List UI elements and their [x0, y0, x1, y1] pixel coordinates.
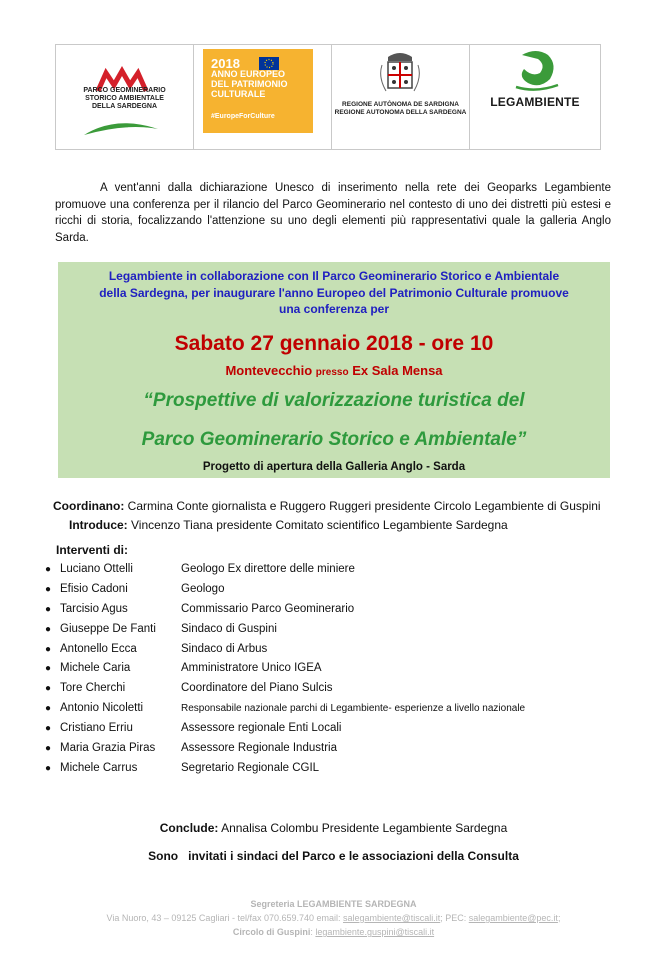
bullet-icon: ● — [45, 683, 52, 695]
speaker-item — [45, 580, 615, 600]
regione-logo-text: REGIONE AUTÒNOMA DE SARDIGNA REGIONE AUTONOMA DELLA SARDEGNA — [334, 101, 467, 116]
footer-circolo: Circolo di Guspini: legambiente.guspini@tiscali.it — [232, 927, 435, 937]
speaker-role: Segretario Regionale CGIL — [181, 761, 320, 774]
bullet-icon: ● — [45, 663, 52, 675]
event-town: Montevecchio — [225, 363, 313, 378]
speaker-name: Tore Cherchi — [60, 682, 126, 695]
legambiente-logo-text: LEGAMBIENTE — [490, 95, 580, 109]
footer-pec-label: ; PEC: — [440, 913, 467, 923]
intro-paragraph: A vent'anni dalla dichiarazione Unesco di inserimento nella rete dei Geoparks Legambiente promuove una conferenza per il rilancio del Parco Geominerario nel contesto di uno dei distretti più estesi e ricchi di storia, focalizzando l'attenzione su uno degli elementi più rappresentativi quale la galleria Anglo Sarda. — [55, 182, 611, 244]
bullet-icon: ● — [45, 583, 52, 595]
speaker-item — [45, 600, 615, 620]
footer-address: Via Nuoro, 43 – 09125 Cagliari - tel/fax 070.659.740 email: — [106, 913, 341, 923]
speaker-name: Cristiano Erriu — [60, 722, 133, 735]
speaker-name: Luciano Ottelli — [60, 563, 133, 575]
speaker-role: Geologo — [181, 582, 225, 595]
event-announcement — [58, 268, 610, 318]
legambiente-swan-icon — [470, 47, 600, 93]
announcement-line: della Sardegna, per inaugurare l'anno Europeo del Patrimonio Culturale promuove — [99, 285, 569, 300]
introduce-text: Vincenzo Tiana presidente Comitato scientifico Legambiente Sardegna — [131, 518, 508, 532]
anno-line: DEL PATRIMONIO — [211, 79, 288, 89]
speaker-item — [45, 699, 615, 719]
footer-head: Segreteria LEGAMBIENTE SARDEGNA — [250, 899, 417, 909]
speaker-name: Tarcisio Agus — [60, 602, 128, 615]
speaker-role: Assessore regionale Enti Locali — [181, 722, 342, 735]
speaker-item — [45, 679, 615, 699]
bullet-icon: ● — [45, 743, 52, 755]
speaker-item — [45, 560, 615, 580]
speaker-role: Assessore Regionale Industria — [181, 742, 337, 755]
speaker-item — [45, 659, 615, 679]
event-date: Sabato 27 gennaio 2018 - ore 10 — [174, 332, 494, 355]
bullet-icon: ● — [45, 603, 52, 615]
regione-sardegna-logo — [332, 45, 470, 149]
speaker-role: Sindaco di Arbus — [181, 642, 268, 655]
speaker-item — [45, 739, 615, 759]
event-venue: Ex Sala Mensa — [352, 363, 443, 378]
speaker-list — [45, 560, 615, 779]
speaker-name: Michele Caria — [60, 662, 131, 675]
speaker-item — [45, 620, 615, 640]
anno-line: CULTURALE — [211, 89, 266, 99]
event-place — [58, 363, 610, 378]
anno-line: ANNO EUROPEO — [211, 69, 286, 79]
speaker-name: Efisio Cadoni — [60, 582, 128, 595]
speaker-name: Michele Carrus — [60, 761, 138, 774]
parco-wave-icon — [56, 117, 193, 141]
speaker-role: Geologo Ex direttore delle miniere — [181, 563, 355, 575]
speaker-name: Antonello Ecca — [60, 642, 137, 655]
coordinano-label: Coordinano: — [53, 499, 125, 513]
conclude-text: Annalisa Colombu Presidente Legambiente Sardegna — [221, 821, 508, 835]
event-place-connector: presso — [315, 367, 349, 378]
speaker-role: Amministratore Unico IGEA — [181, 662, 322, 675]
coordinano-line — [53, 499, 601, 513]
bullet-icon: ● — [45, 703, 52, 715]
footer — [0, 897, 667, 939]
speaker-role: Coordinatore del Piano Sulcis — [181, 682, 333, 695]
event-title-line2: Parco Geominerario Storico e Ambientale” — [141, 429, 527, 450]
footer-email-link[interactable]: salegambiente@tiscali.it — [343, 913, 441, 923]
bullet-icon: ● — [45, 723, 52, 735]
footer-circolo-link[interactable]: legambiente.guspini@tiscali.it — [315, 927, 435, 937]
bullet-icon: ● — [45, 643, 52, 655]
speaker-item — [45, 640, 615, 660]
speaker-item — [45, 759, 615, 779]
footer-end: ; — [557, 913, 561, 923]
event-project: Progetto di apertura della Galleria Anglo - Sarda — [202, 461, 466, 473]
introduce-line — [69, 518, 508, 532]
footer-contacts — [0, 911, 667, 925]
event-box — [58, 262, 610, 478]
logo-header — [55, 44, 601, 150]
anno-europeo-badge — [203, 49, 313, 133]
speaker-item — [45, 719, 615, 739]
announcement-line: una conferenza per — [278, 302, 390, 316]
speaker-name: Maria Grazia Piras — [60, 742, 156, 755]
regione-crest-icon — [332, 47, 469, 99]
bullet-icon: ● — [45, 564, 52, 575]
speaker-name: Giuseppe De Fanti — [60, 622, 156, 635]
footer-pec-link[interactable]: salegambiente@pec.it — [468, 913, 558, 923]
anno-year: 2018 — [211, 56, 240, 71]
parco-logo-text: PARCO GEOMINERARIO STORICO AMBIENTALE DELLA SARDEGNA — [83, 87, 166, 110]
announcement-line: Legambiente in collaborazione con Il Parco Geominerario Storico e Ambientale — [108, 269, 560, 283]
bullet-icon: ● — [45, 762, 52, 774]
conclude-line — [0, 821, 667, 835]
event-title-line1: “Prospettive di valorizzazione turistica del — [143, 390, 525, 411]
invitati-line: Sono invitati i sindaci del Parco e le associazioni della Consulta — [148, 849, 519, 863]
speaker-role: Commissario Parco Geominerario — [181, 602, 355, 615]
coordinano-text: Carmina Conte giornalista e Ruggero Ruggeri presidente Circolo Legambiente di Guspini — [127, 499, 601, 513]
anno-europeo-logo — [194, 45, 332, 149]
speaker-name: Antonio Nicoletti — [60, 702, 144, 715]
conclude-label: Conclude: — [159, 821, 219, 835]
anno-hashtag: #EuropeForCulture — [211, 113, 275, 120]
speaker-role: Responsabile nazionale parchi di Legambiente- esperienze a livello nazionale — [181, 703, 526, 715]
speaker-role: Sindaco di Guspini — [181, 622, 277, 635]
interventi-heading: Interventi di: — [56, 543, 129, 557]
legambiente-logo — [470, 45, 600, 149]
parco-geominerario-logo — [56, 45, 194, 149]
bullet-icon: ● — [45, 623, 52, 635]
introduce-label: Introduce: — [69, 518, 128, 532]
footer-circolo-label: Circolo di Guspini — [232, 927, 311, 937]
